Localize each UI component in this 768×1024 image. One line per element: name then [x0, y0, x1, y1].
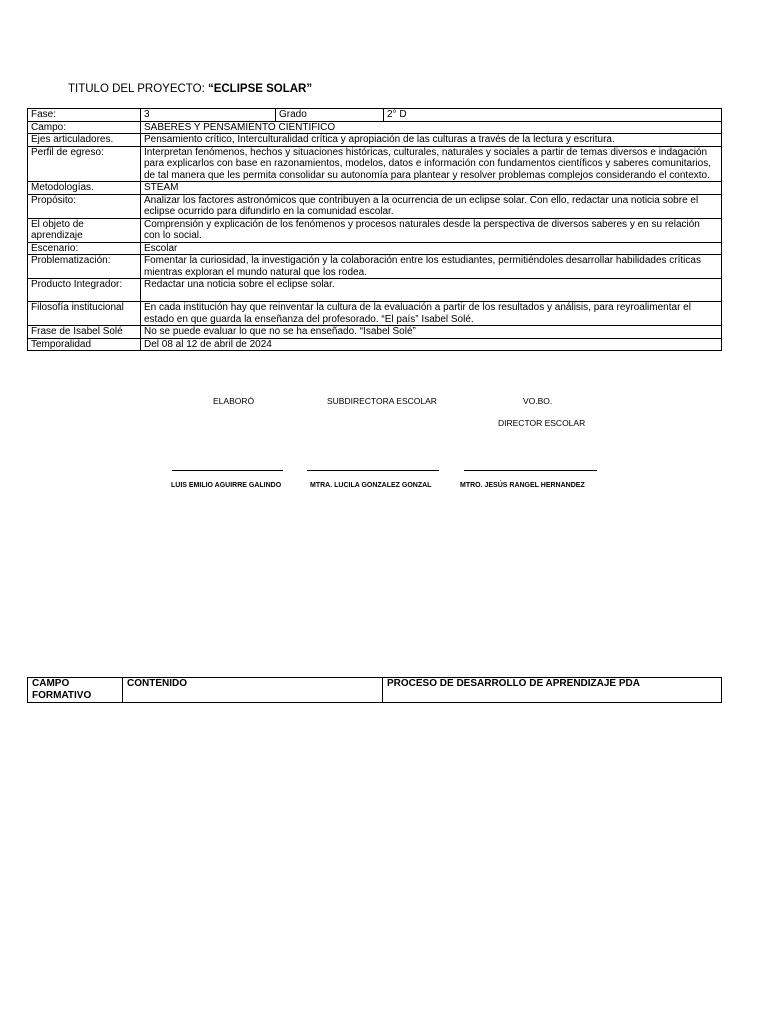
project-title-label: TITULO DEL PROYECTO — [68, 83, 202, 95]
row-value: Fomentar la curiosidad, la investigación y la colaboración entre los estudiantes, permitiéndoles desarrollar habilidades críticas mientras exploran el mundo natural que los rodea. — [141, 255, 722, 279]
signature-line — [464, 470, 597, 471]
row-value: En cada institución hay que reinventar la cultura de la evaluación a partir de los resultados y análisis, para reyroalimentar el estado en que guarda la enseñanza del profesorado. “El país” Isabel Solé. — [141, 302, 722, 326]
vobo-label: VO.BO. — [523, 396, 553, 406]
row-value: Del 08 al 12 de abril de 2024 — [141, 338, 722, 351]
signer-name: MTRA. LUCILA GONZALEZ GONZAL — [310, 482, 432, 489]
project-title-value: “ECLIPSE SOLAR” — [207, 83, 313, 95]
row-label: Frase de Isabel Solé — [28, 326, 141, 339]
row-value: Redactar una noticia sobre el eclipse solar. — [141, 279, 722, 302]
row-label: Temporalidad — [28, 338, 141, 351]
signer-name: MTRO. JESÚS RANGEL HERNANDEZ — [460, 482, 585, 489]
header-campo-formativo: CAMPO FORMATIVO — [28, 678, 123, 703]
table-row — [28, 326, 722, 339]
table-row — [28, 194, 722, 218]
table-row — [28, 109, 722, 122]
subdirectora-label: SUBDIRECTORA ESCOLAR — [327, 396, 437, 406]
row-value: Pensamiento crítico, Interculturalidad crítica y apropiación de las culturas a través de la lectura y escritura. — [141, 134, 722, 147]
table-row — [28, 218, 722, 242]
project-title-separator: : — [201, 83, 208, 95]
row-value: No se puede evaluar lo que no se ha enseñado. “Isabel Solé” — [141, 326, 722, 339]
elaboro-label: ELABORÓ — [213, 396, 255, 406]
table-header-row — [28, 678, 722, 703]
project-title — [68, 83, 312, 95]
table-row — [28, 134, 722, 147]
grado-value: 2° D — [384, 109, 722, 122]
row-value: STEAM — [141, 182, 722, 195]
row-label: Ejes articuladores. — [28, 134, 141, 147]
grado-label: Grado — [276, 109, 384, 122]
table-row — [28, 182, 722, 195]
table-row — [28, 255, 722, 279]
row-value: Interpretan fenómenos, hechos y situaciones históricas, culturales, naturales y sociales a partir de temas diversos e indagación para explicarlos con base en razonamientos, modelos, datos e información con fundamentos científicos y saberes comunitarios, de tal manera que les permita consolidar su autonomía para plantear y resolver problemas complejos considerando el contexto. — [141, 146, 722, 182]
pda-table — [27, 677, 722, 703]
fase-label: Fase: — [28, 109, 141, 122]
row-value: Escolar — [141, 242, 722, 255]
row-label: Metodologías. — [28, 182, 141, 195]
table-row — [28, 302, 722, 326]
row-label: Escenario: — [28, 242, 141, 255]
header-contenido: CONTENIDO — [123, 678, 383, 703]
director-label: DIRECTOR ESCOLAR — [498, 418, 586, 428]
table-row — [28, 279, 722, 302]
signature-line — [172, 470, 283, 471]
row-value: SABERES Y PENSAMIENTO CIENTIFICO — [141, 121, 722, 134]
fase-value: 3 — [141, 109, 276, 122]
header-pda: PROCESO DE DESARROLLO DE APRENDIZAJE PDA — [383, 678, 722, 703]
signature-line — [307, 470, 439, 471]
row-label: El objeto de aprendizaje — [28, 218, 141, 242]
table-row — [28, 121, 722, 134]
table-row — [28, 242, 722, 255]
signer-name: LUIS EMILIO AGUIRRE GALINDO — [171, 482, 282, 489]
row-label: Problematización: — [28, 255, 141, 279]
row-value: Comprensión y explicación de los fenómenos y procesos naturales desde la perspectiva de diversos saberes y en su relación con lo social. — [141, 218, 722, 242]
row-label: Campo: — [28, 121, 141, 134]
row-label: Producto Integrador: — [28, 279, 141, 302]
row-label: Perfil de egreso: — [28, 146, 141, 182]
row-value: Analizar los factores astronómicos que contribuyen a la ocurrencia de un eclipse solar. Con ello, redactar una noticia sobre el eclipse ocurrido para difundirlo en la comunidad escolar. — [141, 194, 722, 218]
table-row — [28, 146, 722, 182]
row-label: Filosofía institucional — [28, 302, 141, 326]
row-label: Propósito: — [28, 194, 141, 218]
table-row — [28, 338, 722, 351]
project-info-table — [27, 108, 722, 351]
